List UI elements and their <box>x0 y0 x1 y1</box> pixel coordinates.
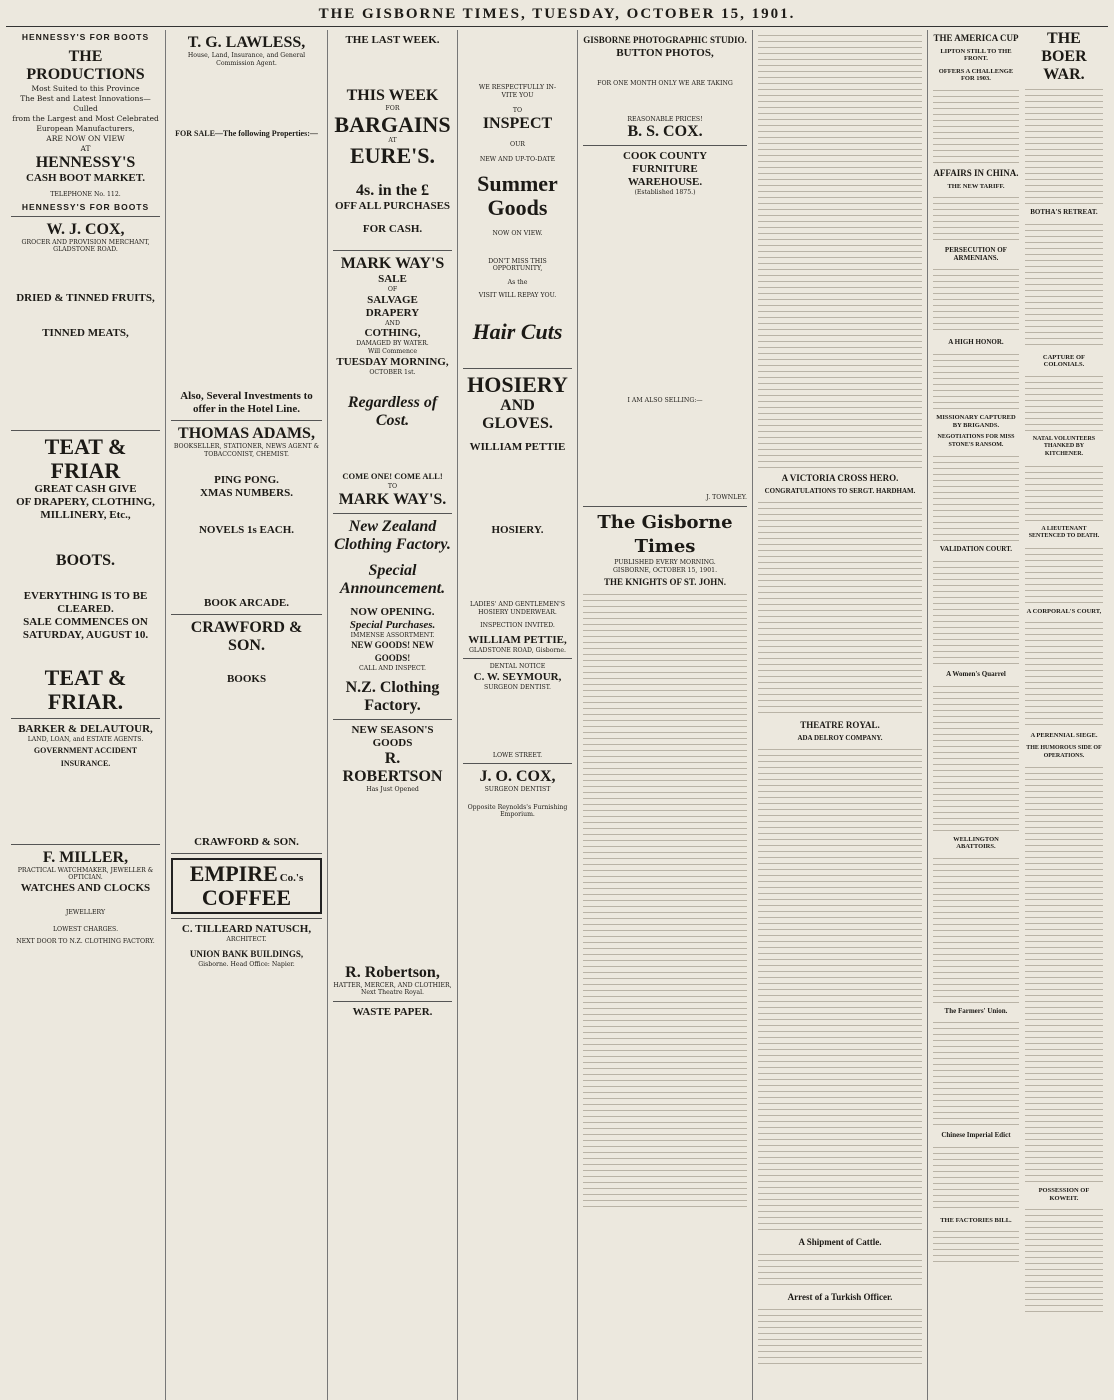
new-and: NEW AND UP-TO-DATE <box>479 156 556 164</box>
townley: J. TOWNLEY. <box>706 494 747 502</box>
sale-commences: SALE COMMENCES ON SATURDAY, AUGUST 10. <box>22 615 149 641</box>
crawford-body <box>171 655 322 673</box>
column-6 <box>753 30 928 1400</box>
productions-line-1: The Best and Latest Innovations—Culled <box>20 93 151 113</box>
cox-jo: J. O. COX, <box>479 768 556 786</box>
boer-war: THE BOER WAR. <box>1041 30 1087 83</box>
mark-body-2 <box>333 430 452 470</box>
honor-body <box>933 349 1019 409</box>
china-body <box>933 192 1019 242</box>
cox-ad <box>11 217 160 431</box>
drapery-word: DRAPERY <box>365 306 420 319</box>
everything-cleared: EVERYTHING IS TO BE CLEARED. <box>23 589 148 615</box>
mark-ways-ad <box>333 251 452 514</box>
inspection: INSPECTION INVITED. <box>480 622 555 630</box>
gladstone: GLADSTONE ROAD, Gisborne. <box>468 646 567 654</box>
union-bank: UNION BANK BUILDINGS, <box>189 948 304 959</box>
possession-koweit: POSSESSION OF KOWEIT. <box>1038 1187 1090 1202</box>
book-arcade: BOOK ARCADE. <box>204 597 289 610</box>
summer-goods: Summer Goods <box>477 170 558 220</box>
reasonable: REASONABLE PRICES! <box>627 115 703 123</box>
xmas-numbers: XMAS NUMBERS. <box>200 487 293 500</box>
productions-line-0: Most Suited to this Province <box>31 83 140 93</box>
arrest-turk: Arrest of a Turkish Officer. <box>787 1291 893 1302</box>
nz-clothing: New Zealand Clothing Factory. <box>334 517 451 553</box>
column-1 <box>6 30 166 1400</box>
natusch-ad <box>171 919 322 972</box>
tinned-meats: TINNED MEATS, <box>42 326 129 339</box>
eures-ad <box>333 30 452 251</box>
natal-body <box>1025 461 1103 521</box>
capture-colonials: CAPTURE OF COLONIALS. <box>1042 353 1085 369</box>
hosiery: HOSIERY <box>467 371 568 397</box>
inspect: INSPECT <box>482 114 553 132</box>
cox-sub: GROCER AND PROVISION MERCHANT, GLADSTONE ROAD. <box>21 238 150 254</box>
validation-body <box>933 556 1019 666</box>
hosiery-body <box>463 454 572 524</box>
factories-bill: THE FACTORIES BILL. <box>940 1216 1012 1224</box>
cox-body <box>11 254 160 292</box>
missionary-body <box>933 451 1019 541</box>
cox-bs: B. S. COX. <box>627 123 703 141</box>
wellington-abattoirs: WELLINGTON ABATTOIRS. <box>953 835 999 851</box>
editorial-body <box>583 589 747 1209</box>
koweit-body <box>1025 1204 1103 1314</box>
adams-sub: BOOKSELLER, STATIONER, NEWS AGENT & TOBACCONIST, CHEMIST. <box>173 443 320 458</box>
lawless-ad <box>171 30 322 421</box>
store-sub: CASH BOOT MARKET. <box>25 171 146 184</box>
hosiery-body-2 <box>463 537 572 601</box>
furniture-ad <box>583 146 747 507</box>
productions-line-3: European Manufacturers, <box>36 123 135 133</box>
theatre-royal: THEATRE ROYAL. <box>800 720 880 731</box>
drapery-line: OF DRAPERY, CLOTHING, MILLINERY, Etc., <box>16 495 155 521</box>
natal-volunteers: NATAL VOLUNTEERS THANKED BY KITCHENER. <box>1032 435 1096 457</box>
lawless-sub: House, Land, Insurance, and General Commission Agent. <box>187 52 306 67</box>
lawless-list <box>171 140 322 390</box>
october: OCTOBER 1st. <box>369 368 416 376</box>
photo-ad <box>583 30 747 146</box>
women-quarrel: A Women's Quarrel <box>946 669 1006 678</box>
to-word: TO <box>387 483 398 491</box>
negotiations: NEGOTIATIONS FOR MISS STONE'S RANSOM. <box>937 434 1015 448</box>
just-opened: Has Just Opened <box>366 785 419 793</box>
news-body-3 <box>758 744 922 1234</box>
lawless-body <box>171 67 322 127</box>
boots-heading: BOOTS. <box>55 551 116 569</box>
salvage: SALVAGE <box>367 293 418 306</box>
surgeon-dentist-2: SURGEON DENTIST <box>484 786 551 794</box>
last-week: THE LAST WEEK. <box>345 34 440 46</box>
lowe-street: LOWE STREET. <box>492 751 543 759</box>
cursive-lettering: Hair Cuts <box>472 318 563 344</box>
head-office: Gisborne. Head Office: Napier. <box>198 960 295 968</box>
eures: EURE'S. <box>350 143 435 169</box>
hennessy-ad <box>11 30 160 217</box>
teat-friar-title: TEAT & FRIAR <box>44 433 127 483</box>
columns <box>6 30 1108 1400</box>
store-name: HENNESSY'S <box>35 153 136 171</box>
lowest-charges: LOWEST CHARGES. <box>52 926 119 934</box>
will-commence: Will Commence <box>367 347 418 355</box>
crawford-name: CRAWFORD & SON. <box>190 619 303 655</box>
capture-body <box>1025 371 1103 431</box>
farmers-union: The Farmers' Union. <box>944 1006 1008 1015</box>
lipton: LIPTON STILL TO THE FRONT. <box>940 47 1012 63</box>
for-cash: FOR CASH. <box>362 223 423 236</box>
offers: OFFERS A CHALLENGE FOR 1903. <box>938 67 1014 83</box>
column-7 <box>928 30 1108 1400</box>
persecution: PERSECUTION OF ARMENIANS. <box>944 246 1007 262</box>
adams-ad <box>171 421 322 615</box>
for-label: FOR <box>385 105 400 112</box>
summer-top <box>463 34 572 84</box>
nz-clothing-ad <box>333 514 452 720</box>
perennial-siege: A PERENNIAL SIEGE. <box>1030 732 1098 740</box>
teat-body <box>11 522 160 552</box>
waste-paper-ad <box>333 1002 452 1023</box>
cox-body-3 <box>11 340 160 426</box>
photo-body-2 <box>583 88 747 116</box>
col7-split <box>933 30 1103 1314</box>
miller-body <box>11 895 160 909</box>
teat-body-2 <box>11 570 160 590</box>
news-body-1 <box>758 30 922 470</box>
coffee-word: COFFEE <box>201 885 292 911</box>
teat-body-3 <box>11 642 160 666</box>
adams-body-3 <box>171 537 322 597</box>
vite-you: VITE YOU <box>501 91 534 99</box>
column-2 <box>166 30 328 1400</box>
crawford-ad <box>171 615 322 854</box>
america-cup: THE AMERICA CUP <box>933 33 1019 43</box>
immense: IMMENSE ASSORTMENT. <box>350 631 435 639</box>
adams-body-2 <box>171 500 322 524</box>
published: PUBLISHED EVERY MORNING. <box>614 558 716 566</box>
summer-goods-ad <box>463 30 572 369</box>
damaged: DAMAGED BY WATER. <box>356 340 429 348</box>
new-tariff: THE NEW TARIFF. <box>947 182 1005 190</box>
productions-title: THE PRODUCTIONS <box>26 47 145 83</box>
next-door: NEXT DOOR TO N.Z. CLOTHING FACTORY. <box>16 937 155 945</box>
come-one: COME ONE! COME ALL! <box>342 471 443 482</box>
seymour: C. W. SEYMOUR, <box>473 670 562 683</box>
missionary: MISSIONARY CAPTURED BY BRIGANDS. <box>936 413 1016 429</box>
column-3 <box>328 30 458 1400</box>
opposite: Opposite Reynolds's Furnishing Emporium. <box>467 803 568 819</box>
crawford-list <box>171 686 322 836</box>
to-word: TO <box>512 107 523 115</box>
investments: Also, Several Investments to offer in the Hotel Line. <box>180 390 313 416</box>
at-label: AT <box>388 136 397 144</box>
furniture-body <box>583 197 747 397</box>
watches: WATCHES AND CLOCKS <box>20 881 151 894</box>
affairs-china: AFFAIRS IN CHINA. <box>933 167 1019 178</box>
cox-name: W. J. COX, <box>46 220 125 238</box>
court-body <box>1025 617 1103 727</box>
and-word: AND <box>385 319 400 327</box>
hosiery-ad <box>463 369 572 659</box>
productions-line-4: ARE NOW ON VIEW <box>46 133 125 143</box>
dental-body <box>463 692 572 752</box>
dont-miss: DON'T MISS THIS OPPORTUNITY, <box>488 257 547 273</box>
of-word: OF <box>387 286 398 294</box>
robertson-body <box>333 794 452 964</box>
news-body-5 <box>758 1304 922 1364</box>
for-sale: FOR SALE—The following Properties:— <box>175 129 318 139</box>
empire-ad <box>171 854 322 919</box>
photo-body <box>583 60 747 80</box>
furniture-body-2 <box>583 404 747 494</box>
architect: ARCHITECT. <box>226 936 267 944</box>
siege-body <box>1025 762 1103 1182</box>
corporals-court: A CORPORAL'S COURT, <box>1026 607 1102 615</box>
robertson-ad <box>333 720 452 1002</box>
established: (Established 1875.) <box>634 189 696 197</box>
regardless: Regardless of Cost. <box>347 394 438 430</box>
productions-line-2: from the Largest and Most Celebrated <box>12 113 159 123</box>
editorial <box>583 507 747 1213</box>
empire-banner <box>171 858 322 914</box>
land-estate: LAND, LOAN, and ESTATE AGENTS. <box>27 735 144 743</box>
robertson-2: R. Robertson, <box>345 963 440 981</box>
dried-fruits: DRIED & TINNED FRUITS, <box>16 291 155 304</box>
books-heading: BOOKS <box>226 673 267 686</box>
barker-body <box>11 770 160 840</box>
botha-body <box>1025 219 1103 349</box>
barker-name: BARKER & DELAUTOUR, <box>18 722 153 735</box>
ping-pong: PING PONG. <box>214 474 279 487</box>
photo-studio: GISBORNE PHOTOGRAPHIC STUDIO. <box>583 35 747 45</box>
ada-delroy: ADA DELROY COMPANY. <box>797 733 883 742</box>
miller-sub: PRACTICAL WATCHMAKER, JEWELLER & OPTICIAN. <box>17 866 154 882</box>
four-shillings: 4s. in the £ <box>356 182 429 200</box>
cash-give: GREAT CASH GIVE <box>34 482 137 495</box>
productions-line-5: AT <box>80 143 91 153</box>
high-honor: A HIGH HONOR. <box>948 338 1004 347</box>
congratulations: CONGRATULATIONS TO SERGT. HARDHAM. <box>764 486 916 495</box>
now-on-view: NOW ON VIEW. <box>492 229 543 237</box>
miller-name: F. MILLER, <box>42 848 129 866</box>
farmers-body <box>933 1017 1019 1127</box>
teat-friar-ad <box>11 431 160 719</box>
miller-ad <box>11 845 160 950</box>
empire-co: Co.'s <box>279 872 304 885</box>
editorial-head: THE KNIGHTS OF ST. JOHN. <box>603 577 727 588</box>
we-respectfully: WE RESPECTFULLY IN- <box>478 84 557 91</box>
adams-body <box>171 458 322 474</box>
lawless-name: T. G. LAWLESS, <box>187 34 306 51</box>
new-season: NEW SEASON'S GOODS <box>351 723 434 749</box>
new-goods: NEW GOODS! NEW GOODS! <box>351 640 434 664</box>
mark-ways-title: MARK WAY'S <box>340 255 445 273</box>
bottom-banner: HENNESSY'S FOR BOOTS <box>21 202 150 213</box>
miller-body-2 <box>11 916 160 926</box>
waste-paper: WASTE PAPER. <box>352 1005 433 1018</box>
selling: I AM ALSO SELLING:— <box>627 396 703 404</box>
factories-body <box>933 1226 1019 1266</box>
jewellery: JEWELLERY <box>65 908 106 916</box>
shipment-cattle: A Shipment of Cattle. <box>798 1237 882 1248</box>
cox-body-2 <box>11 305 160 327</box>
gov-accident: GOVERNMENT ACCIDENT INSURANCE. <box>33 745 138 768</box>
dental-notice: DENTAL NOTICE <box>489 663 546 671</box>
persecution-body <box>933 264 1019 334</box>
validation: VALIDATION COURT. <box>939 545 1012 554</box>
barker-ad <box>11 719 160 845</box>
call-inspect: CALL AND INSPECT. <box>359 665 426 673</box>
lieutenant: A LIEUTENANT SENTENCED TO DEATH. <box>1028 525 1100 540</box>
hosiery-2: HOSIERY. <box>491 523 544 536</box>
our-word: OUR <box>510 140 525 148</box>
robertson-sub: HATTER, MERCER, AND CLOTHIER, Next Theatre Royal. <box>333 981 452 997</box>
as-the: As the <box>507 278 528 286</box>
one-month: FOR ONE MONTH ONLY WE ARE TAKING <box>597 80 733 87</box>
natusch-name: C. TILLEARD NATUSCH, <box>181 923 312 936</box>
lieutenant-body <box>1025 543 1103 603</box>
boer-body <box>1025 84 1103 204</box>
and-gloves: AND GLOVES. <box>482 396 553 432</box>
teat-friar-title-2: TEAT & FRIAR. <box>44 664 127 714</box>
bothas-retreat: BOTHA'S RETREAT. <box>1030 208 1098 216</box>
col7-left <box>933 30 1019 1314</box>
mark-body <box>333 376 452 394</box>
special: Special Announcement. <box>339 561 446 597</box>
adams-name: THOMAS ADAMS, <box>178 425 315 443</box>
cox-dental-ad <box>463 764 572 823</box>
this-week: THIS WEEK <box>346 87 439 104</box>
chinese-edict: Chinese Imperial Edict <box>941 1131 1011 1140</box>
top-banner: HENNESSY'S FOR BOOTS <box>21 32 150 42</box>
furniture: FURNITURE <box>632 163 698 176</box>
clothing-word: COTHING, <box>364 327 421 340</box>
victoria-cross: A VICTORIA CROSS HERO. <box>781 473 899 483</box>
newspaper-title: The Gisborne Times <box>597 511 733 557</box>
now-opening: NOW OPENING. <box>350 605 435 618</box>
special-purchases: Special Purchases. <box>349 618 436 631</box>
off-all: OFF ALL PURCHASES <box>334 200 451 213</box>
surgeon-dentist: SURGEON DENTIST. <box>484 683 551 691</box>
quarrel-body <box>933 681 1019 831</box>
pettie: WILLIAM PETTIE <box>469 440 566 453</box>
telephone: TELEPHONE No. 112. <box>50 190 121 198</box>
dental-ad <box>463 659 572 764</box>
warehouse: WAREHOUSE. <box>627 176 703 189</box>
ladies-gents: LADIES' AND GENTLEMEN'S HOSIERY UNDERWEAR. <box>469 600 566 616</box>
bargains: BARGAINS <box>334 111 451 137</box>
sale-word: SALE <box>378 273 407 286</box>
column-5 <box>578 30 753 1400</box>
visit-repay: VISIT WILL REPAY YOU. <box>478 292 557 300</box>
news-body-2 <box>758 497 922 717</box>
column-4 <box>458 30 578 1400</box>
crawford-name-2: CRAWFORD & SON. <box>194 836 299 849</box>
news-body-4 <box>758 1249 922 1289</box>
humorous-side: THE HUMOROUS SIDE OF OPERATIONS. <box>1026 744 1102 759</box>
nz-clothing-2: N.Z. Clothing Factory. <box>345 678 440 714</box>
pettie-2: WILLIAM PETTIE, <box>468 633 567 646</box>
col7-right <box>1025 30 1103 1314</box>
cook-county: COOK COUNTY <box>622 150 708 163</box>
novels: NOVELS 1s EACH. <box>198 524 295 537</box>
date-line: GISBORNE, OCTOBER 15, 1901. <box>612 566 718 574</box>
button-photos: BUTTON PHOTOS, <box>616 47 714 59</box>
mark-ways-2: MARK WAY'S. <box>338 490 447 508</box>
edict-body <box>933 1142 1019 1212</box>
america-body <box>933 85 1019 165</box>
tuesday-morning: TUESDAY MORNING, <box>336 355 449 368</box>
robertson: R. ROBERTSON <box>342 749 443 785</box>
abattoirs-body <box>933 853 1019 1003</box>
masthead: THE GISBORNE TIMES, TUESDAY, OCTOBER 15, 1901. <box>6 4 1108 27</box>
empire-word: EMPIRE <box>189 861 278 887</box>
